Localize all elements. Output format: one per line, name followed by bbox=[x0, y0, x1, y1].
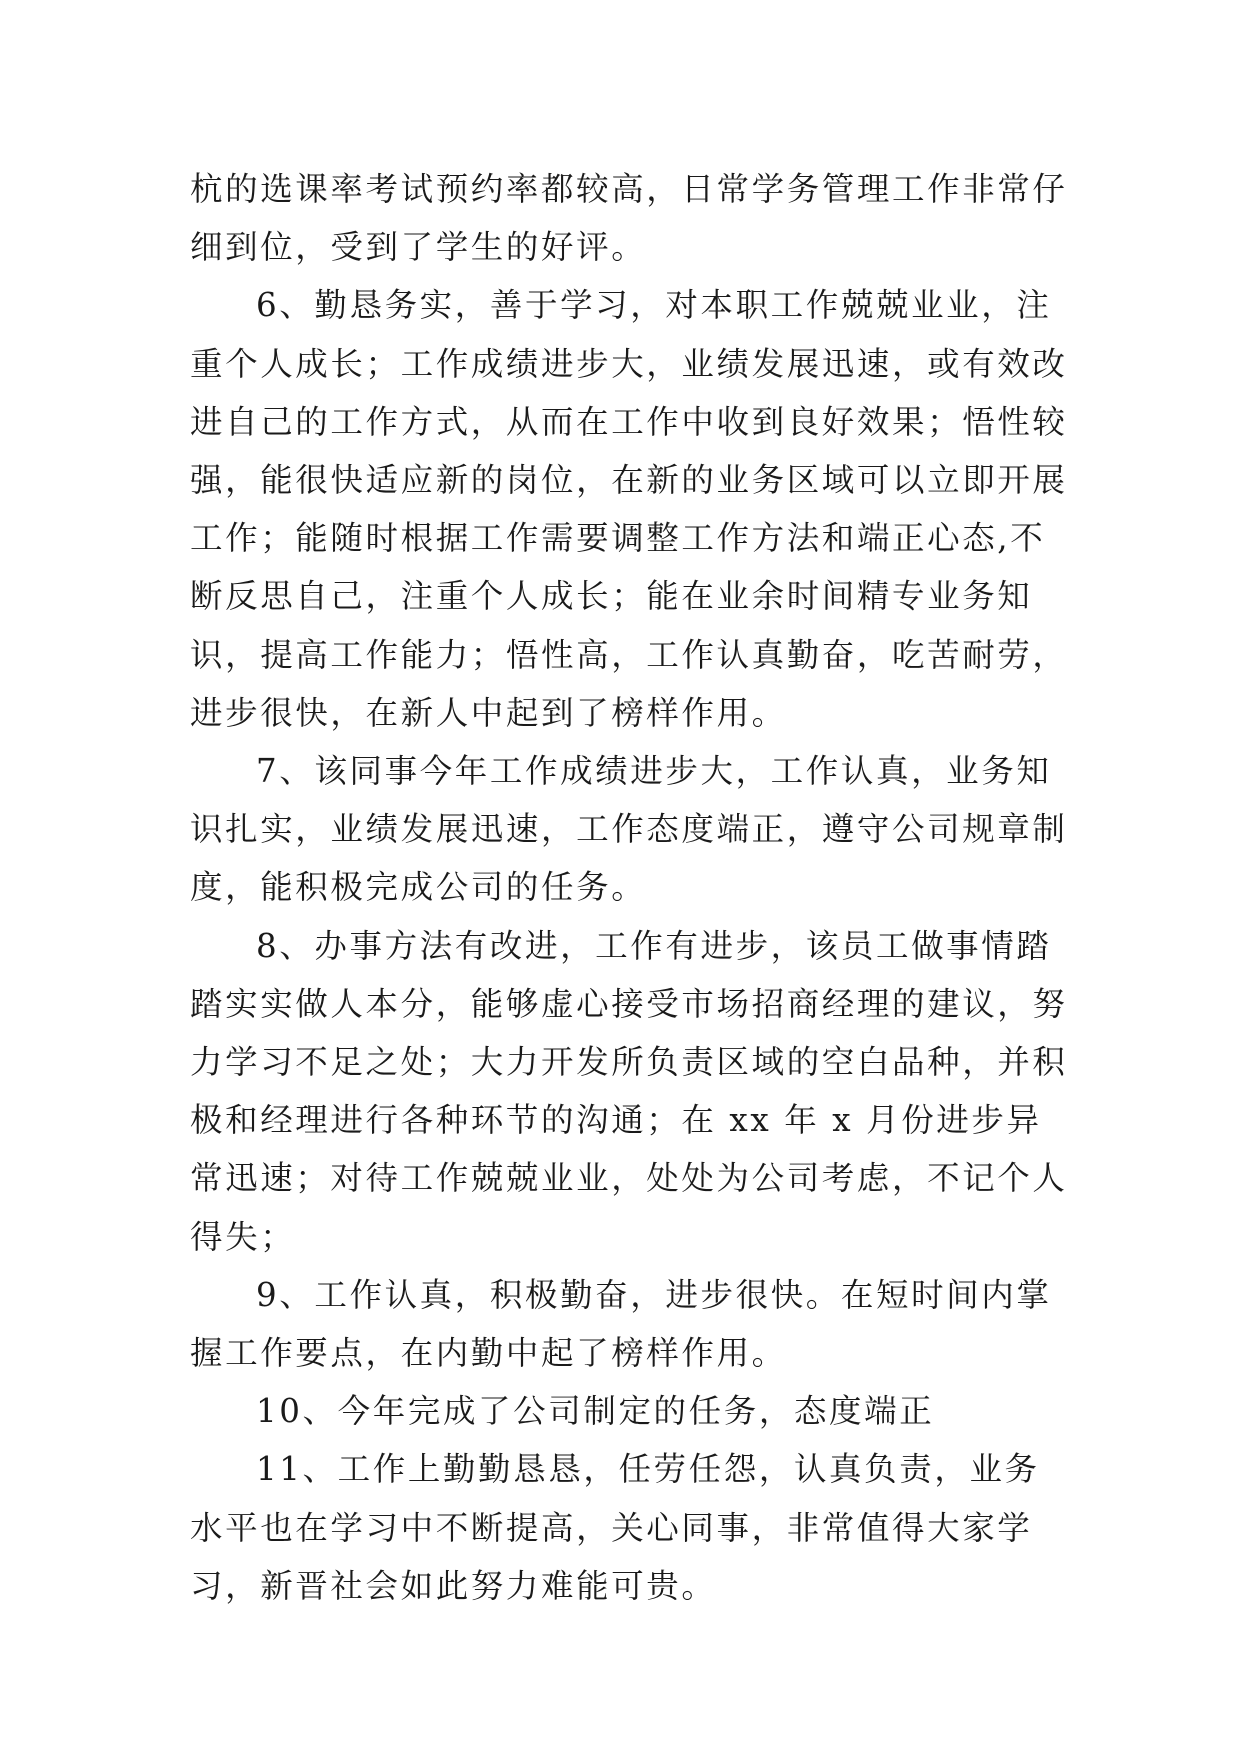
paragraph-item-7: 7、该同事今年工作成绩进步大，工作认真，业务知识扎实，业绩发展迅速，工作态度端正，遵守公司规章制度，能积极完成公司的任务。 bbox=[190, 752, 1068, 907]
paragraph-continuation: 杭的选课率考试预约率都较高，日常学务管理工作非常仔细到位，受到了学生的好评。 bbox=[190, 170, 1068, 267]
paragraph-item-11: 11、工作上勤勤恳恳，任劳任怨，认真负责，业务水平也在学习中不断提高，关心同事，非常值得大家学习，新晋社会如此努力难能可贵。 bbox=[190, 1450, 1040, 1605]
paragraph-item-8: 8、办事方法有改进，工作有进步，该员工做事情踏踏实实做人本分，能够虚心接受市场招商经理的建议，努力学习不足之处；大力开发所负责区域的空白品种，并积极和经理进行各种环节的沟通；在 xx 年 x 月份进步异常迅速；对待工作兢兢业业，处处为公司考虑，不记个人得失； bbox=[190, 926, 1068, 1256]
paragraph-item-9: 9、工作认真，积极勤奋，进步很快。在短时间内掌握工作要点，在内勤中起了榜样作用。 bbox=[190, 1275, 1052, 1373]
paragraph-item-10: 10、今年完成了公司制定的任务，态度端正 bbox=[256, 1392, 935, 1431]
document-body bbox=[190, 160, 1070, 1615]
paragraph-item-6: 6、勤恳务实，善于学习，对本职工作兢兢业业，注重个人成长；工作成绩进步大，业绩发展迅速，或有效改进自己的工作方式，从而在工作中收到良好效果；悟性较强，能很快适应新的岗位，在新的业务区域可以立即开展工作；能随时根据工作需要调整工作方法和端正心态,不断反思自己，注重个人成长；能在业余时间精专业务知识，提高工作能力；悟性高，工作认真勤奋，吃苦耐劳，进步很快，在新人中起到了榜样作用。 bbox=[190, 286, 1068, 732]
